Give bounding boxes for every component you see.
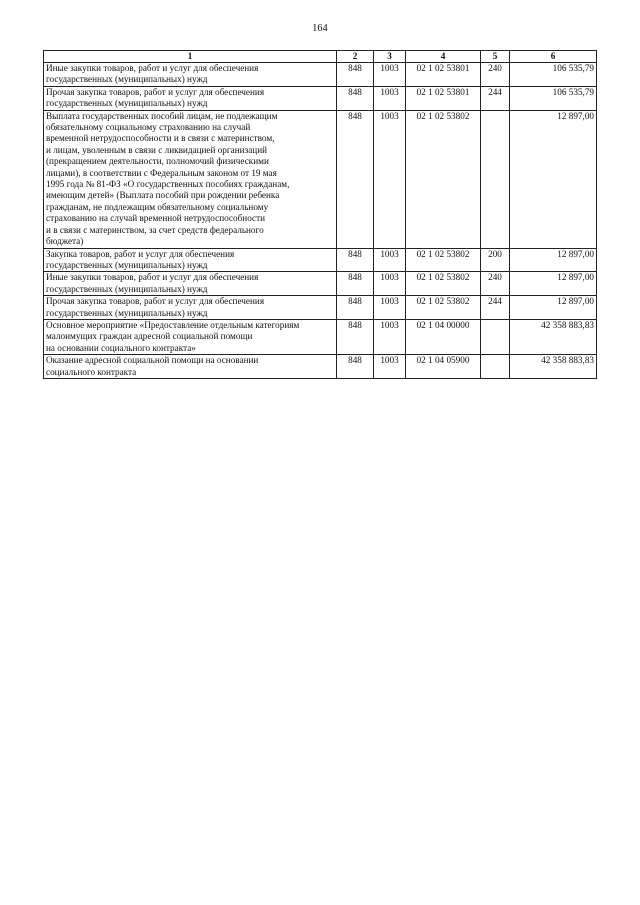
row-name: Иные закупки товаров, работ и услуг для обеспечения государственных (муниципальных) нужд [44, 272, 337, 296]
row-gr: 848 [337, 319, 374, 354]
row-name: Выплата государственных пособий лицам, не подлежащим обязательному социальному страхованию на случай временной нетрудоспособности и в связи с материнством, и лицам, уволенным в связи с ликвидацией организаций (прекращением деятельности, полномочий физическими лицами), в соответствии с Федеральным законом от 19 мая 1995 года № 81-ФЗ «О государственных пособиях гражданам, имеющим детей» (Выплата пособий при рождении ребенка гражданам, не подлежащим обязательному социальному страхованию на случай временной нетрудоспособности и в связи с материнством, за счет средств федерального бюджета) [44, 110, 337, 248]
row-vr [481, 355, 510, 379]
row-vr: 200 [481, 248, 510, 272]
row-csr: 02 1 04 05900 [406, 355, 481, 379]
row-gr: 848 [337, 86, 374, 110]
row-gr: 848 [337, 355, 374, 379]
row-rzpr: 1003 [374, 248, 406, 272]
row-gr: 848 [337, 63, 374, 87]
row-gr: 848 [337, 248, 374, 272]
row-sum: 12 897,00 [510, 296, 597, 320]
row-rzpr: 1003 [374, 63, 406, 87]
row-vr: 240 [481, 272, 510, 296]
row-sum: 12 897,00 [510, 110, 597, 248]
row-csr: 02 1 02 53802 [406, 296, 481, 320]
table-row [44, 86, 597, 110]
row-csr: 02 1 02 53802 [406, 272, 481, 296]
row-csr: 02 1 04 00000 [406, 319, 481, 354]
row-rzpr: 1003 [374, 296, 406, 320]
row-sum: 106 535,79 [510, 86, 597, 110]
table-row [44, 272, 597, 296]
column-header-2: 2 [337, 51, 374, 63]
column-header-1: 1 [44, 51, 337, 63]
row-csr: 02 1 02 53802 [406, 248, 481, 272]
row-sum: 12 897,00 [510, 272, 597, 296]
row-vr: 240 [481, 63, 510, 87]
column-header-4: 4 [406, 51, 481, 63]
table-row [44, 248, 597, 272]
table-row [44, 63, 597, 87]
row-rzpr: 1003 [374, 355, 406, 379]
column-header-6: 6 [510, 51, 597, 63]
row-name: Закупка товаров, работ и услуг для обеспечения государственных (муниципальных) нужд [44, 248, 337, 272]
row-sum: 12 897,00 [510, 248, 597, 272]
row-gr: 848 [337, 296, 374, 320]
row-csr: 02 1 02 53802 [406, 110, 481, 248]
table-row [44, 110, 597, 248]
row-vr: 244 [481, 86, 510, 110]
row-rzpr: 1003 [374, 272, 406, 296]
row-name: Прочая закупка товаров, работ и услуг для обеспечения государственных (муниципальных) нужд [44, 296, 337, 320]
row-sum: 42 358 883,83 [510, 355, 597, 379]
row-name: Прочая закупка товаров, работ и услуг для обеспечения государственных (муниципальных) нужд [44, 86, 337, 110]
table-row [44, 296, 597, 320]
row-name: Оказание адресной социальной помощи на основании социального контракта [44, 355, 337, 379]
row-name: Иные закупки товаров, работ и услуг для обеспечения государственных (муниципальных) нужд [44, 63, 337, 87]
row-gr: 848 [337, 110, 374, 248]
row-name: Основное мероприятие «Предоставление отдельным категориям малоимущих граждан адресной социальной помощи на основании социального контракта» [44, 319, 337, 354]
page-number: 164 [312, 23, 328, 34]
row-vr [481, 110, 510, 248]
row-vr: 244 [481, 296, 510, 320]
row-sum: 42 358 883,83 [510, 319, 597, 354]
row-vr [481, 319, 510, 354]
header-row [44, 51, 597, 63]
row-rzpr: 1003 [374, 86, 406, 110]
row-rzpr: 1003 [374, 319, 406, 354]
row-gr: 848 [337, 272, 374, 296]
column-header-5: 5 [481, 51, 510, 63]
row-sum: 106 535,79 [510, 63, 597, 87]
column-header-3: 3 [374, 51, 406, 63]
budget-table [43, 50, 597, 379]
row-rzpr: 1003 [374, 110, 406, 248]
table-row [44, 355, 597, 379]
row-csr: 02 1 02 53801 [406, 63, 481, 87]
table-row [44, 319, 597, 354]
row-csr: 02 1 02 53801 [406, 86, 481, 110]
